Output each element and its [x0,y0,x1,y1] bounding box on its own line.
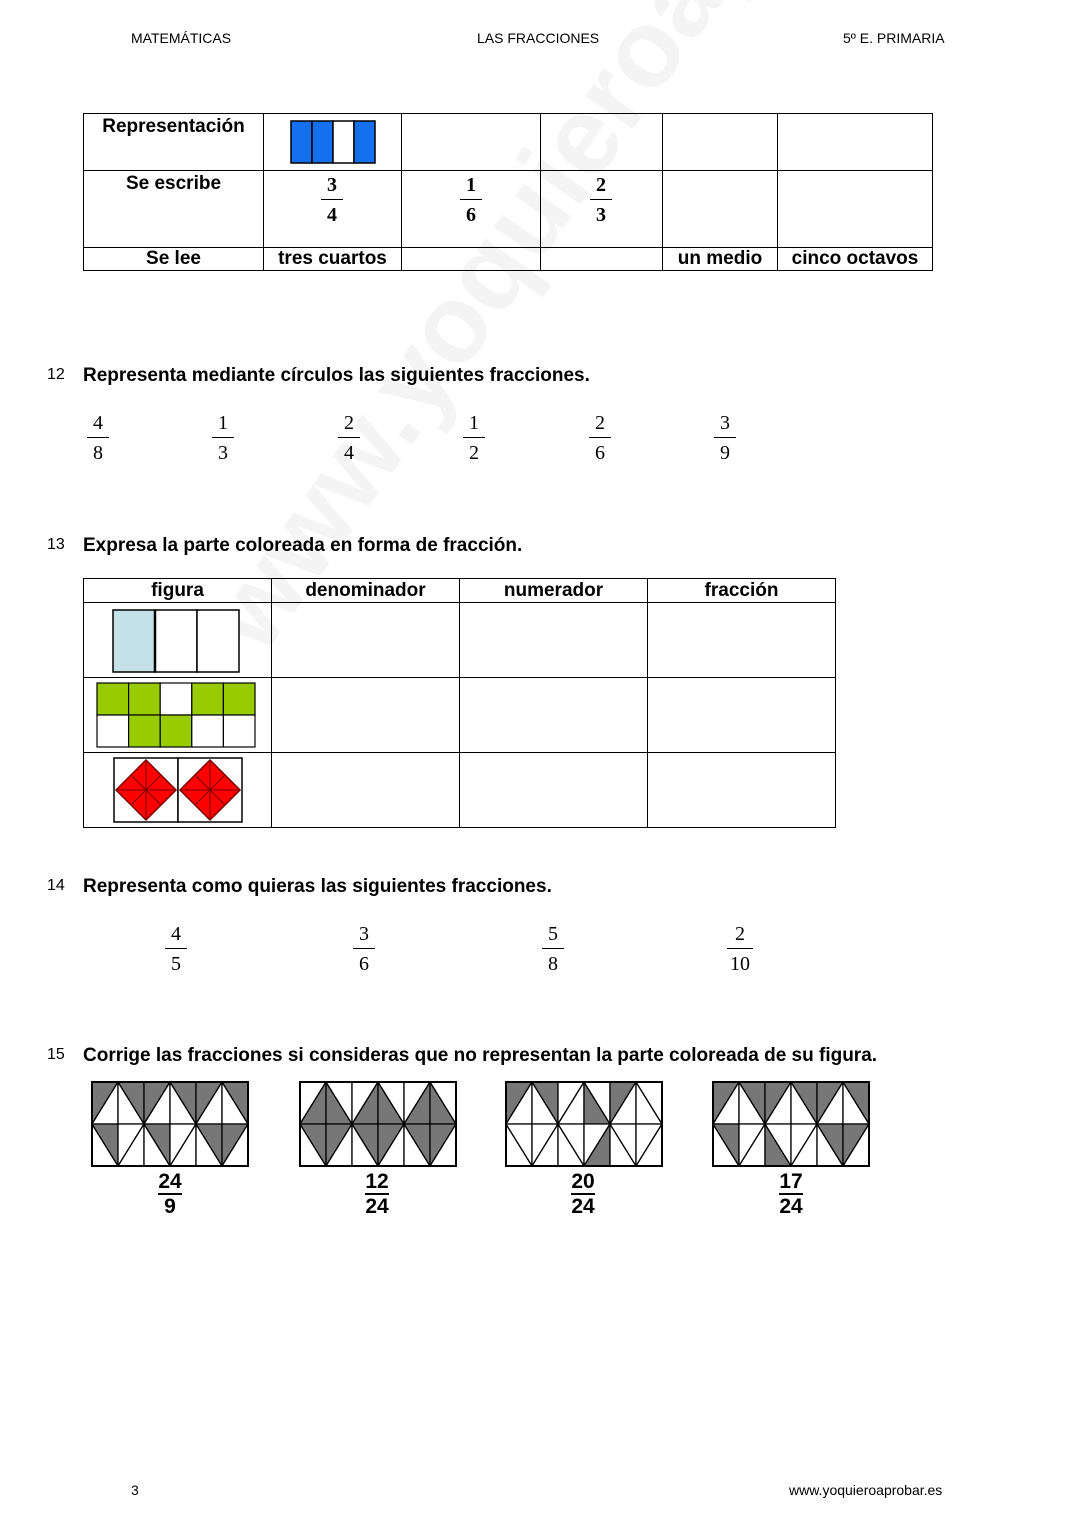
shaded-triangles [506,1082,662,1166]
grid-cell [160,683,192,715]
shaded-triangles [300,1082,456,1166]
read-cell [541,248,663,271]
empty-cell [778,114,933,171]
fraction-answer-cell[interactable] [648,753,836,828]
representation-cell [264,114,402,171]
denominator: 10 [730,953,750,975]
question-text: Representa mediante círculos las siguientes fracciones. [83,365,590,386]
triangle-figure-3 [505,1081,663,1167]
green-grid-figure [96,682,256,748]
numerator: 20 [571,1170,595,1193]
grid-cell [192,683,224,715]
fraction [150,1172,190,1217]
triangle-figure-4 [712,1081,870,1167]
fraction [771,1172,811,1217]
denominator: 9 [164,1195,176,1218]
triangle-figure-2 [299,1081,457,1167]
grid-cell [160,715,192,747]
question-number: 15 [47,1046,65,1063]
read-cell [402,248,541,271]
denominator: 24 [365,1195,389,1218]
row-label-representation: Representación [84,114,264,171]
numerator: 4 [93,412,103,434]
denominator: 24 [779,1195,803,1218]
blue-bar-figure [290,120,376,164]
denominator: 6 [595,442,605,464]
denominator: 9 [720,442,730,464]
fraction-bar [542,948,564,949]
fraction [357,1172,397,1217]
bar-part [155,610,197,672]
numerator: 17 [779,1170,803,1193]
footer-site: www.yoquieroaprobar.es [789,1482,943,1498]
bar-part [354,121,375,163]
written-cell [402,171,541,248]
read-cell: tres cuartos [264,248,402,271]
bar-part [312,121,333,163]
question-number: 13 [47,536,65,553]
fraction-answer-cell[interactable] [648,678,836,753]
header-topic: LAS FRACCIONES [477,30,600,46]
grid-cell [223,715,255,747]
fraction-bar [714,437,736,438]
row-label-read: Se lee [84,248,264,271]
fraction-bar [165,948,187,949]
empty-cell [541,114,663,171]
numerator: 2 [596,174,606,196]
numerator: 4 [171,923,181,945]
numerator: 24 [158,1170,182,1193]
grid-cell [129,683,161,715]
numerator: 2 [735,923,745,945]
fraction-answer-cell[interactable] [648,603,836,678]
fraction [332,412,366,464]
denominator: 5 [171,953,181,975]
fraction [583,412,617,464]
fraction-bar [463,437,485,438]
fraction [457,412,491,464]
grid-cell [192,715,224,747]
numerator: 1 [218,412,228,434]
numerator: 2 [344,412,354,434]
bar-part [197,610,239,672]
bar-part [291,121,312,163]
denominator: 3 [596,204,606,226]
question-number: 12 [47,366,65,383]
question-number: 14 [47,877,65,894]
header-denominador: denominador [272,579,460,603]
written-cell [264,171,402,248]
numerator: 3 [359,923,369,945]
grid-cell [97,715,129,747]
denominator: 6 [359,953,369,975]
numerator: 12 [365,1170,389,1193]
denominator: 4 [327,204,337,226]
denominator: 24 [571,1195,595,1218]
fraction-table [83,113,933,271]
denominator: 2 [469,442,479,464]
grid-cell [97,683,129,715]
fraction-bar [590,199,612,200]
written-cell [541,171,663,248]
figure-cell [84,678,272,753]
denominator: 3 [218,442,228,464]
fraction-bar [589,437,611,438]
question-text: Corrige las fracciones si consideras que no representan la parte coloreada de su figura. [83,1045,878,1066]
fraction-bar [338,437,360,438]
fraction [206,412,240,464]
denominator: 8 [548,953,558,975]
row-label-written: Se escribe [84,171,264,248]
numerator: 3 [327,174,337,196]
numerator: 2 [595,412,605,434]
shaded-triangles [713,1082,869,1166]
header-subject: MATEMÁTICAS [131,30,232,46]
header-grade: 5º E. PRIMARIA [843,30,945,46]
numerator-answer-cell[interactable] [460,678,648,753]
numerator: 1 [466,174,476,196]
triangle-figure-1 [91,1081,249,1167]
shaded-triangles [92,1082,248,1166]
bar-part [333,121,354,163]
figure-cell [84,603,272,678]
fraction [708,412,742,464]
watermark [180,0,1032,673]
denominator-answer-cell[interactable] [272,678,460,753]
fraction [347,923,381,975]
grid-cell [223,683,255,715]
fraction [81,412,115,464]
header-fraccion: fracción [648,579,836,603]
fraction-bar [212,437,234,438]
fraction [563,1172,603,1217]
empty-cell [663,171,778,248]
fraction-bar [321,199,343,200]
header-numerador: numerador [460,579,648,603]
fraction [723,923,757,975]
fraction-bar [353,948,375,949]
red-diamond-figure [113,757,243,823]
denominator: 6 [466,204,476,226]
figure-table [83,578,836,828]
fraction [536,923,570,975]
denominator: 8 [93,442,103,464]
denominator-answer-cell[interactable] [272,603,460,678]
question-text: Expresa la parte coloreada en forma de fracción. [83,535,523,556]
read-cell: cinco octavos [778,248,933,271]
fraction-bar [87,437,109,438]
numerator: 3 [720,412,730,434]
grid-cell [129,715,161,747]
header-figura: figura [84,579,272,603]
page-number: 3 [131,1482,139,1498]
numerator-answer-cell[interactable] [460,753,648,828]
numerator: 5 [548,923,558,945]
denominator-answer-cell[interactable] [272,753,460,828]
light-blue-bar-figure [112,609,240,674]
empty-cell [778,171,933,248]
empty-cell [402,114,541,171]
question-text: Representa como quieras las siguientes fracciones. [83,876,552,897]
empty-cell [663,114,778,171]
read-cell: un medio [663,248,778,271]
fraction [315,174,349,226]
figure-cell [84,753,272,828]
fraction-bar [727,948,753,949]
fraction [159,923,193,975]
bar-part [113,610,155,672]
denominator: 4 [344,442,354,464]
fraction-bar [460,199,482,200]
numerator: 1 [469,412,479,434]
fraction [584,174,618,226]
numerator-answer-cell[interactable] [460,603,648,678]
fraction [454,174,488,226]
